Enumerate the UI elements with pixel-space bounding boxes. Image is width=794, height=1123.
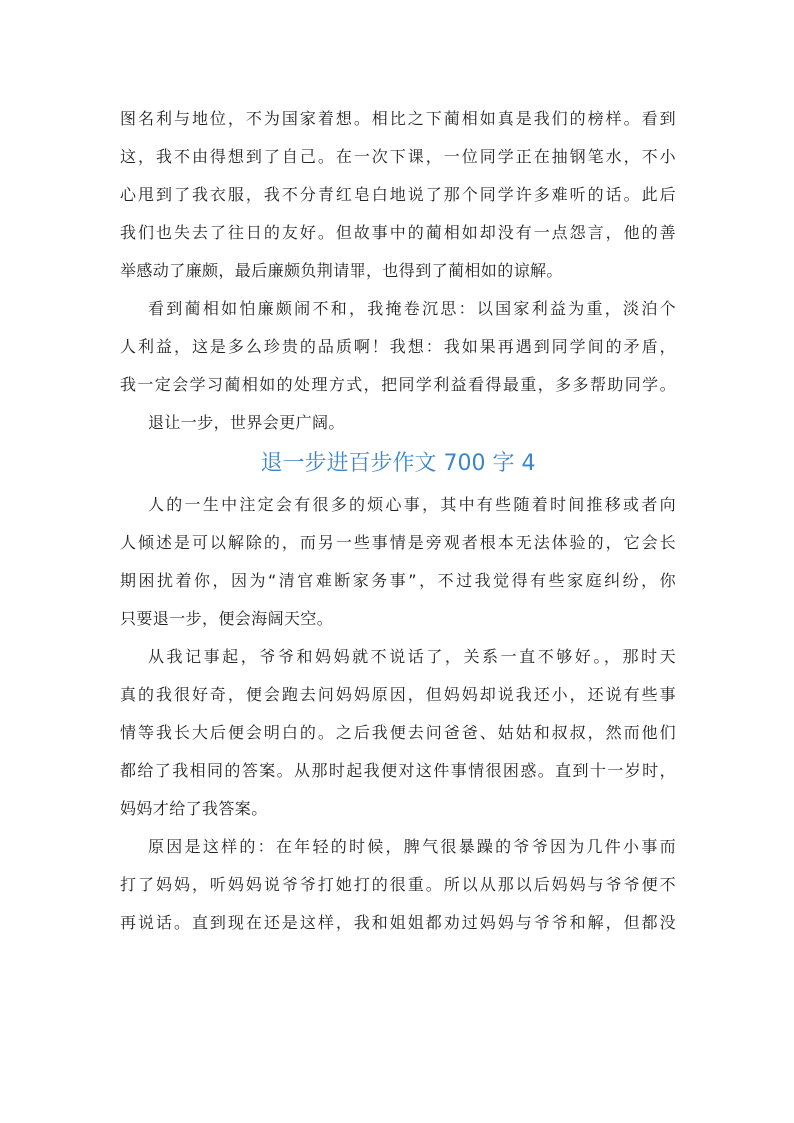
text-line: 人倾述是可以解除的，而另一些事情是旁观者根本无法体验的，它会长 [120,533,676,552]
text-line: 原因是这样的：在年轻的时候，脾气很暴躁的爷爷因为几件小事而 [148,837,676,856]
paragraph-5 [120,638,676,828]
text-line: 看到蔺相如怕廉颇闹不和，我掩卷沉思：以国家利益为重，淡泊个 [148,299,676,318]
text-line: 人的一生中注定会有很多的烦心事，其中有些随着时间推移或者向 [148,495,676,514]
text-line: 都给了我相同的答案。从那时起我便对这件事情很困惑。直到十一岁时， [120,761,676,780]
paragraph-6 [120,828,676,942]
text-line: 退让一步，世界会更广阔。 [148,413,345,432]
paragraph-4 [120,486,676,638]
paragraph-2 [120,290,676,404]
text-line: 从我记事起，爷爷和妈妈就不说话了，关系一直不够好。，那时天 [148,647,676,666]
text-line: 举感动了廉颇，最后廉颇负荆请罪，也得到了蔺相如的谅解。 [120,261,563,280]
text-line: 图名利与地位，不为国家着想。相比之下蔺相如真是我们的榜样。看到 [120,109,676,128]
paragraph-3 [120,404,676,442]
text-line: 再说话。直到现在还是这样，我和姐姐都劝过妈妈与爷爷和解，但都没 [120,913,676,932]
text-line: 心甩到了我衣服，我不分青红皂白地说了那个同学许多难听的话。此后 [120,185,676,204]
text-line: 只要退一步，便会海阔天空。 [120,609,334,628]
text-line: 期困扰着你，因为“清官难断家务事”，不过我觉得有些家庭纠纷，你 [120,571,676,590]
text-line: 人利益，这是多么珍贵的品质啊！我想：我如果再遇到同学间的矛盾， [120,337,676,356]
text-line: 打了妈妈，听妈妈说爷爷打她打的很重。所以从那以后妈妈与爷爷便不 [120,875,676,894]
text-line: 妈妈才给了我答案。 [120,799,268,818]
text-line: 我一定会学习蔺相如的处理方式，把同学利益看得最重，多多帮助同学。 [120,375,676,394]
document-page [120,100,676,942]
paragraph-1 [120,100,676,290]
text-line: 真的我很好奇，便会跑去问妈妈原因，但妈妈却说我还小，还说有些事 [120,685,676,704]
section-title: 退一步进百步作文 700 字 4 [260,451,536,476]
text-line: 情等我长大后便会明白的。之后我便去问爸爸、姑姑和叔叔，然而他们 [120,723,676,742]
text-line: 这，我不由得想到了自己。在一次下课，一位同学正在抽钢笔水，不小 [120,147,676,166]
text-line: 我们也失去了往日的友好。但故事中的蔺相如却没有一点怨言，他的善 [120,223,676,242]
